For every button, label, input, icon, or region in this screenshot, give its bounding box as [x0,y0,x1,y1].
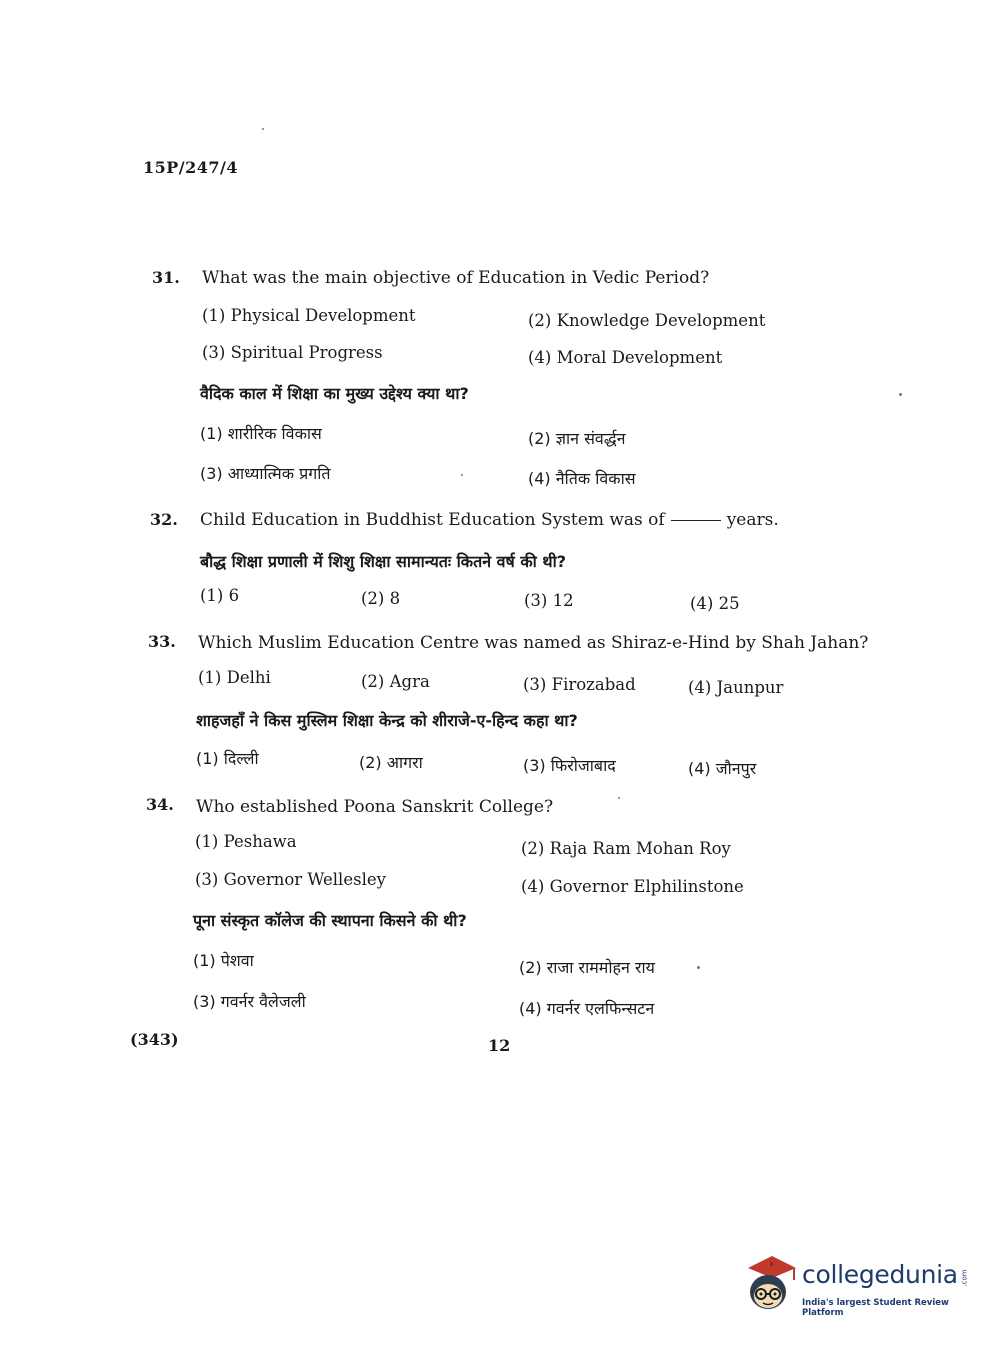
brand-suffix: .com [960,1269,969,1287]
question-number: 34. [146,795,174,814]
scan-speck [461,474,463,476]
question-text-hindi: शाहजहाँ ने किस मुस्लिम शिक्षा केन्द्र को शीराजे-ए-हिन्द कहा था? [196,711,578,730]
option-2: (2) 8 [361,589,401,608]
option-1: (1) 6 [200,586,240,605]
option-4-hindi: (4) गवर्नर एलफिन्सटन [519,999,655,1018]
question-number: 32. [150,510,178,529]
question-text-hindi: पूना संस्कृत कॉलेज की स्थापना किसने की थी? [193,911,467,930]
scan-speck [618,797,620,799]
option-3-hindi: (3) आध्यात्मिक प्रगति [200,464,331,483]
question-text: Which Muslim Education Centre was named as Shiraz-e-Hind by Shah Jahan? [198,633,869,653]
option-3: (3) Governor Wellesley [195,870,386,889]
option-1: (1) Delhi [198,668,271,687]
question-text-hindi: बौद्ध शिक्षा प्रणाली में शिशु शिक्षा सामान्यतः कितने वर्ष की थी? [200,552,567,571]
question-text-end: years. [726,510,779,530]
option-2-hindi: (2) आगरा [359,753,423,772]
mascot-icon [742,1250,800,1316]
option-3-hindi: (3) गवर्नर वैलेजली [193,992,306,1011]
question-number: 31. [152,268,180,287]
option-1-hindi: (1) शारीरिक विकास [200,424,322,443]
option-2: (2) Agra [361,672,430,691]
footer-code: (343) [130,1030,179,1049]
question-text: Who established Poona Sanskrit College? [196,797,554,817]
option-4: (4) Jaunpur [688,678,784,697]
option-2-hindi: (2) राजा राममोहन राय [519,958,655,977]
page-number: 12 [488,1036,511,1055]
option-4-hindi: (4) नैतिक विकास [528,469,636,488]
option-3: (3) 12 [524,591,574,610]
option-1: (1) Peshawa [195,832,297,851]
question-text-start: Child Education in Buddhist Education System was of [200,510,665,530]
option-3: (3) Firozabad [523,675,636,694]
option-2: (2) Raja Ram Mohan Roy [521,839,731,858]
paper-code: 15P/247/4 [143,158,239,177]
option-4-hindi: (4) जौनपुर [688,759,757,778]
question-text-hindi: वैदिक काल में शिक्षा का मुख्य उद्देश्य क्या था? [200,384,469,403]
collegedunia-watermark [742,1250,972,1320]
option-2: (2) Knowledge Development [528,311,766,330]
question-number: 33. [148,632,176,651]
brand-tagline: India's largest Student Review Platform [802,1298,949,1318]
option-3: (3) Spiritual Progress [202,343,383,362]
fill-blank [671,520,721,521]
option-1-hindi: (1) दिल्ली [196,749,259,768]
scan-speck [697,966,700,969]
option-2-hindi: (2) ज्ञान संवर्द्धन [528,429,626,448]
option-4: (4) Governor Elphilinstone [521,877,744,896]
option-4: (4) Moral Development [528,348,723,367]
option-1: (1) Physical Development [202,306,416,325]
option-1-hindi: (1) पेशवा [193,951,254,970]
brand-name: collegedunia [802,1260,958,1289]
question-text: What was the main objective of Education in Vedic Period? [202,268,710,288]
scan-speck [899,393,902,396]
question-text [200,510,779,530]
option-4: (4) 25 [690,594,740,613]
option-3-hindi: (3) फिरोजाबाद [523,756,616,775]
scan-speck [262,128,264,130]
